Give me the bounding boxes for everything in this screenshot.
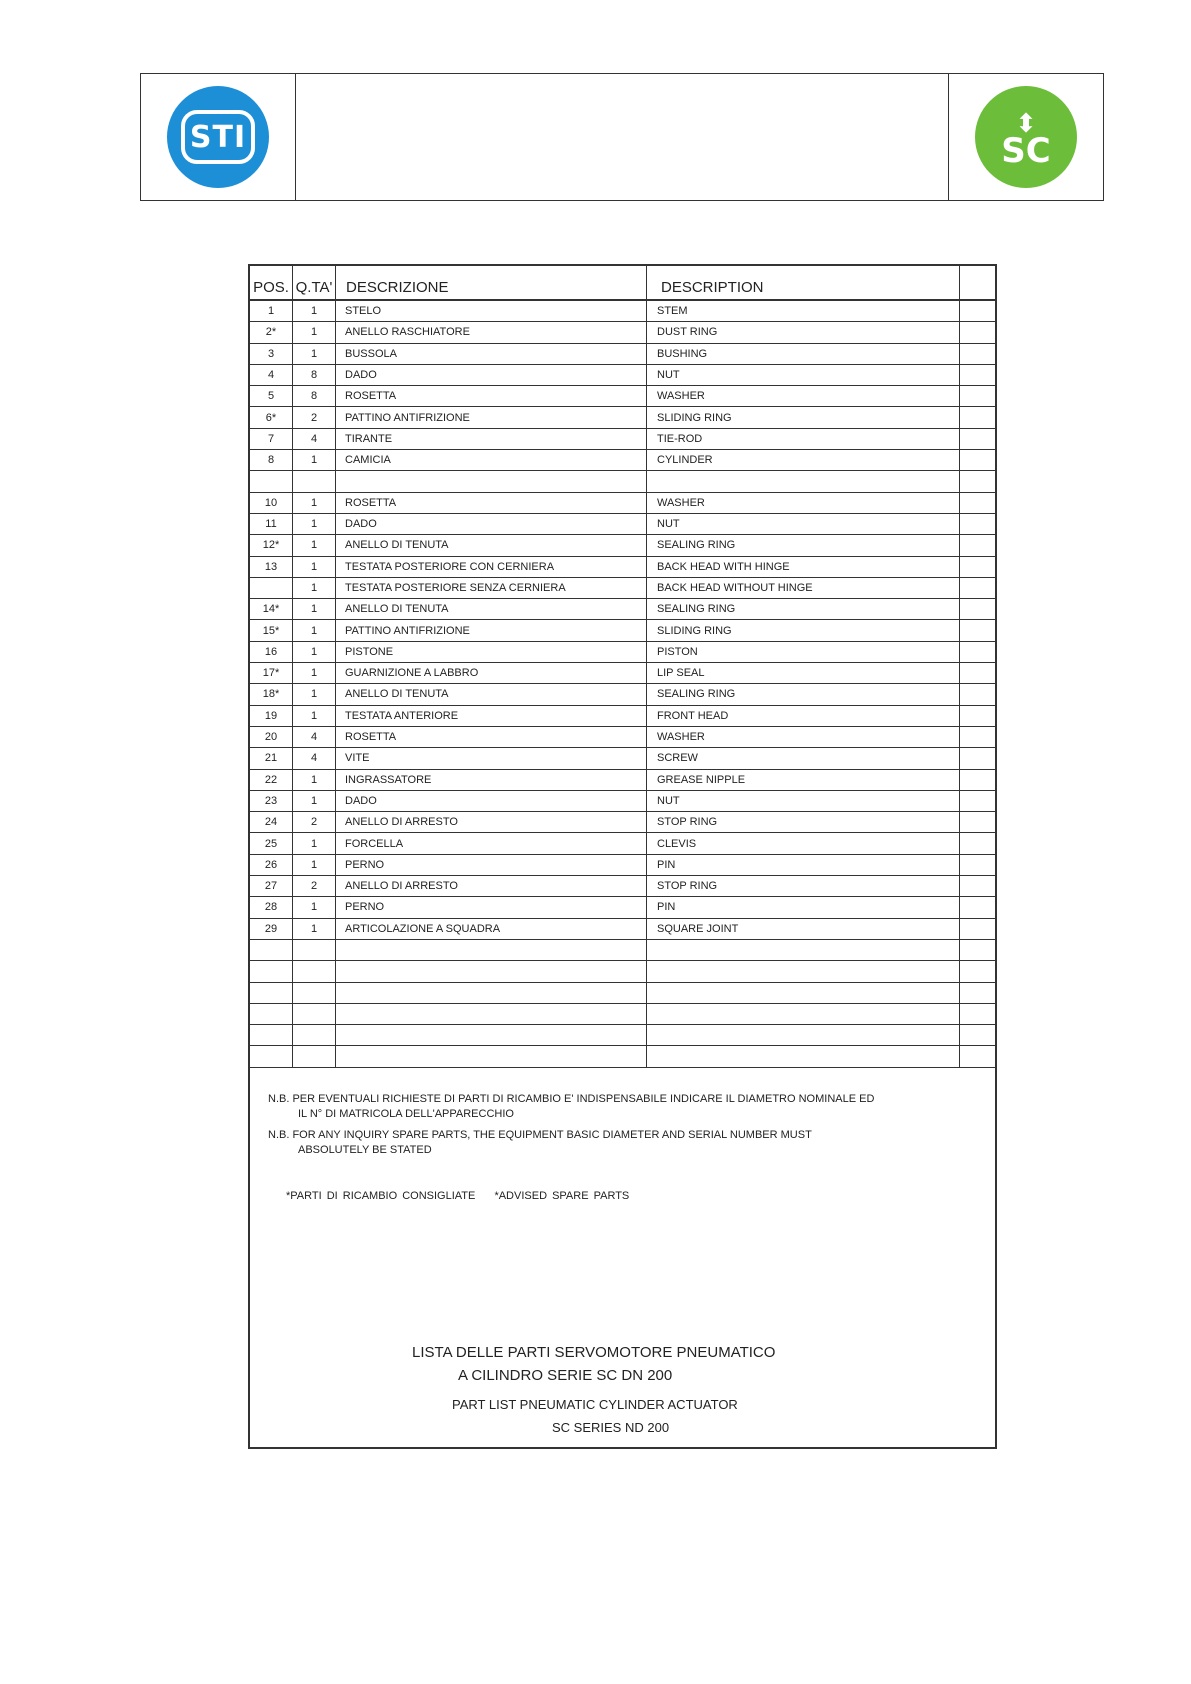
- cell-description: SLIDING RING: [647, 407, 960, 428]
- table-row: [250, 428, 995, 449]
- cell-qta: 1: [293, 300, 336, 322]
- cell-extra: [960, 471, 996, 492]
- cell-extra: [960, 876, 996, 897]
- cell-extra: [960, 897, 996, 918]
- table-row: [250, 620, 995, 641]
- cell-pos: [250, 577, 293, 598]
- cell-pos: [250, 961, 293, 982]
- cell-extra: [960, 450, 996, 471]
- cell-qta: 1: [293, 556, 336, 577]
- cell-descrizione: ANELLO DI TENUTA: [336, 599, 647, 620]
- table-row: [250, 1003, 995, 1024]
- col-header-description: DESCRIPTION: [647, 266, 960, 300]
- spare-parts-it: *PARTI DI RICAMBIO CONSIGLIATE: [286, 1190, 476, 1202]
- table-row: [250, 939, 995, 960]
- cell-pos: [250, 982, 293, 1003]
- cell-qta: 1: [293, 620, 336, 641]
- note-italian: [268, 1092, 874, 1122]
- cell-descrizione: GUARNIZIONE A LABBRO: [336, 663, 647, 684]
- cell-pos: [250, 939, 293, 960]
- cell-descrizione: VITE: [336, 748, 647, 769]
- col-header-qta: Q.TA': [293, 266, 336, 300]
- cell-description: [647, 939, 960, 960]
- cell-description: DUST RING: [647, 322, 960, 343]
- table-row: [250, 556, 995, 577]
- cell-pos: 3: [250, 343, 293, 364]
- cell-description: NUT: [647, 513, 960, 534]
- cell-pos: 6*: [250, 407, 293, 428]
- table-row: [250, 577, 995, 598]
- cell-extra: [960, 663, 996, 684]
- cell-extra: [960, 1046, 996, 1067]
- sti-logo-text: STI: [181, 110, 255, 164]
- cell-description: BACK HEAD WITH HINGE: [647, 556, 960, 577]
- cell-description: [647, 1046, 960, 1067]
- cell-descrizione: STELO: [336, 300, 647, 322]
- table-row: [250, 684, 995, 705]
- cell-extra: [960, 343, 996, 364]
- table-row: [250, 982, 995, 1003]
- cell-qta: 4: [293, 726, 336, 747]
- cell-descrizione: FORCELLA: [336, 833, 647, 854]
- cell-description: WASHER: [647, 492, 960, 513]
- cell-descrizione: [336, 1003, 647, 1024]
- spare-parts-en: *ADVISED SPARE PARTS: [494, 1190, 630, 1202]
- title-it-line2: A CILINDRO SERIE SC DN 200: [458, 1367, 673, 1384]
- table-row: [250, 726, 995, 747]
- cell-extra: [960, 726, 996, 747]
- sti-logo: [167, 86, 269, 188]
- cell-pos: 20: [250, 726, 293, 747]
- sc-logo: [975, 86, 1077, 188]
- cell-descrizione: ANELLO DI ARRESTO: [336, 812, 647, 833]
- cell-description: SQUARE JOINT: [647, 918, 960, 939]
- cell-descrizione: TESTATA POSTERIORE SENZA CERNIERA: [336, 577, 647, 598]
- cell-qta: 2: [293, 407, 336, 428]
- note-en-line2: ABSOLUTELY BE STATED: [298, 1144, 432, 1156]
- cell-qta: 2: [293, 876, 336, 897]
- cell-description: [647, 471, 960, 492]
- cell-description: [647, 961, 960, 982]
- cell-description: LIP SEAL: [647, 663, 960, 684]
- table-row: [250, 450, 995, 471]
- cell-descrizione: PERNO: [336, 854, 647, 875]
- cell-pos: 25: [250, 833, 293, 854]
- cell-extra: [960, 939, 996, 960]
- cell-description: SEALING RING: [647, 599, 960, 620]
- table-row: [250, 663, 995, 684]
- cell-description: CYLINDER: [647, 450, 960, 471]
- cell-extra: [960, 790, 996, 811]
- cell-qta: 1: [293, 790, 336, 811]
- cell-extra: [960, 982, 996, 1003]
- table-row: [250, 812, 995, 833]
- cell-description: STEM: [647, 300, 960, 322]
- notes-block: [268, 1092, 874, 1164]
- cell-descrizione: [336, 939, 647, 960]
- cell-extra: [960, 577, 996, 598]
- cell-descrizione: ROSETTA: [336, 386, 647, 407]
- note-english: [268, 1128, 874, 1158]
- cell-descrizione: TESTATA ANTERIORE: [336, 705, 647, 726]
- sc-logo-text: SC: [1001, 131, 1051, 171]
- table-row: [250, 918, 995, 939]
- cell-qta: [293, 982, 336, 1003]
- cell-pos: 16: [250, 641, 293, 662]
- cell-descrizione: ROSETTA: [336, 492, 647, 513]
- cell-pos: [250, 471, 293, 492]
- cell-descrizione: ANELLO DI TENUTA: [336, 535, 647, 556]
- cell-pos: 29: [250, 918, 293, 939]
- header-logo-cell-right: [949, 74, 1103, 200]
- cell-description: PIN: [647, 854, 960, 875]
- cell-description: SCREW: [647, 748, 960, 769]
- cell-descrizione: [336, 1046, 647, 1067]
- table-row: [250, 1025, 995, 1046]
- cell-pos: 2*: [250, 322, 293, 343]
- cell-extra: [960, 599, 996, 620]
- cell-pos: 19: [250, 705, 293, 726]
- cell-pos: [250, 1025, 293, 1046]
- cell-qta: [293, 1046, 336, 1067]
- cell-descrizione: ROSETTA: [336, 726, 647, 747]
- cell-pos: 10: [250, 492, 293, 513]
- parts-list-frame: [248, 264, 997, 1449]
- table-row: [250, 1046, 995, 1067]
- cell-qta: 1: [293, 513, 336, 534]
- table-row: [250, 535, 995, 556]
- table-row: [250, 876, 995, 897]
- up-down-arrow-icon: ⬍: [1015, 108, 1037, 138]
- cell-qta: 1: [293, 343, 336, 364]
- cell-description: PIN: [647, 897, 960, 918]
- cell-extra: [960, 1025, 996, 1046]
- cell-qta: [293, 1003, 336, 1024]
- cell-pos: [250, 1046, 293, 1067]
- col-header-pos: POS.: [250, 266, 293, 300]
- cell-qta: 1: [293, 599, 336, 620]
- cell-description: [647, 1003, 960, 1024]
- cell-qta: 1: [293, 769, 336, 790]
- cell-descrizione: ANELLO DI ARRESTO: [336, 876, 647, 897]
- cell-pos: 12*: [250, 535, 293, 556]
- cell-descrizione: ANELLO RASCHIATORE: [336, 322, 647, 343]
- cell-pos: 15*: [250, 620, 293, 641]
- cell-descrizione: PERNO: [336, 897, 647, 918]
- cell-description: FRONT HEAD: [647, 705, 960, 726]
- table-row: [250, 471, 995, 492]
- cell-descrizione: PATTINO ANTIFRIZIONE: [336, 407, 647, 428]
- header-logo-cell-left: [141, 74, 296, 200]
- cell-descrizione: [336, 961, 647, 982]
- cell-pos: 1: [250, 300, 293, 322]
- cell-qta: 1: [293, 450, 336, 471]
- cell-extra: [960, 535, 996, 556]
- cell-extra: [960, 1003, 996, 1024]
- cell-pos: [250, 1003, 293, 1024]
- cell-pos: 23: [250, 790, 293, 811]
- table-row: [250, 513, 995, 534]
- title-en-line2: SC SERIES ND 200: [552, 1420, 670, 1435]
- cell-descrizione: [336, 982, 647, 1003]
- cell-extra: [960, 556, 996, 577]
- cell-descrizione: [336, 1025, 647, 1046]
- cell-extra: [960, 407, 996, 428]
- cell-descrizione: DADO: [336, 364, 647, 385]
- cell-pos: 13: [250, 556, 293, 577]
- cell-description: PISTON: [647, 641, 960, 662]
- cell-extra: [960, 748, 996, 769]
- cell-qta: 1: [293, 663, 336, 684]
- table-row: [250, 897, 995, 918]
- cell-qta: 2: [293, 812, 336, 833]
- cell-descrizione: PISTONE: [336, 641, 647, 662]
- cell-extra: [960, 364, 996, 385]
- table-row: [250, 407, 995, 428]
- cell-description: [647, 982, 960, 1003]
- cell-qta: [293, 471, 336, 492]
- cell-pos: 27: [250, 876, 293, 897]
- cell-description: SEALING RING: [647, 684, 960, 705]
- cell-extra: [960, 492, 996, 513]
- cell-extra: [960, 961, 996, 982]
- cell-descrizione: DADO: [336, 513, 647, 534]
- cell-qta: 4: [293, 428, 336, 449]
- table-row: [250, 748, 995, 769]
- table-row: [250, 790, 995, 811]
- col-header-extra: [960, 266, 996, 300]
- cell-extra: [960, 705, 996, 726]
- cell-descrizione: BUSSOLA: [336, 343, 647, 364]
- cell-extra: [960, 812, 996, 833]
- cell-pos: 7: [250, 428, 293, 449]
- cell-description: STOP RING: [647, 876, 960, 897]
- cell-description: CLEVIS: [647, 833, 960, 854]
- cell-descrizione: ARTICOLAZIONE A SQUADRA: [336, 918, 647, 939]
- cell-pos: 28: [250, 897, 293, 918]
- title-it-line1: LISTA DELLE PARTI SERVOMOTORE PNEUMATICO: [412, 1344, 776, 1361]
- table-header-row: [250, 266, 995, 300]
- cell-descrizione: TIRANTE: [336, 428, 647, 449]
- table-row: [250, 300, 995, 322]
- note-it-line2: IL N° DI MATRICOLA DELL'APPARECCHIO: [298, 1108, 514, 1120]
- cell-descrizione: CAMICIA: [336, 450, 647, 471]
- spare-parts-legend: [286, 1190, 643, 1202]
- col-header-descrizione: DESCRIZIONE: [336, 266, 647, 300]
- cell-qta: 1: [293, 833, 336, 854]
- note-en-line1: N.B. FOR ANY INQUIRY SPARE PARTS, THE EQUIPMENT BASIC DIAMETER AND SERIAL NUMBER MUST: [268, 1129, 812, 1141]
- cell-extra: [960, 854, 996, 875]
- cell-extra: [960, 918, 996, 939]
- title-en-line1: PART LIST PNEUMATIC CYLINDER ACTUATOR: [452, 1397, 738, 1412]
- cell-extra: [960, 386, 996, 407]
- cell-descrizione: PATTINO ANTIFRIZIONE: [336, 620, 647, 641]
- cell-qta: 1: [293, 854, 336, 875]
- document-header: [140, 73, 1104, 201]
- cell-descrizione: TESTATA POSTERIORE CON CERNIERA: [336, 556, 647, 577]
- cell-extra: [960, 300, 996, 322]
- parts-table: [250, 266, 995, 1068]
- cell-pos: 8: [250, 450, 293, 471]
- cell-extra: [960, 641, 996, 662]
- cell-descrizione: DADO: [336, 790, 647, 811]
- cell-qta: 1: [293, 322, 336, 343]
- cell-qta: 4: [293, 748, 336, 769]
- cell-description: SLIDING RING: [647, 620, 960, 641]
- cell-extra: [960, 620, 996, 641]
- cell-qta: [293, 1025, 336, 1046]
- cell-descrizione: INGRASSATORE: [336, 769, 647, 790]
- cell-descrizione: ANELLO DI TENUTA: [336, 684, 647, 705]
- cell-pos: 11: [250, 513, 293, 534]
- cell-descrizione: [336, 471, 647, 492]
- cell-extra: [960, 684, 996, 705]
- table-row: [250, 364, 995, 385]
- table-row: [250, 854, 995, 875]
- cell-extra: [960, 769, 996, 790]
- cell-extra: [960, 428, 996, 449]
- cell-pos: 24: [250, 812, 293, 833]
- cell-qta: 1: [293, 897, 336, 918]
- cell-qta: [293, 961, 336, 982]
- cell-qta: 8: [293, 386, 336, 407]
- cell-extra: [960, 322, 996, 343]
- cell-qta: 1: [293, 918, 336, 939]
- cell-description: TIE-ROD: [647, 428, 960, 449]
- cell-description: NUT: [647, 364, 960, 385]
- cell-qta: 1: [293, 492, 336, 513]
- cell-pos: 22: [250, 769, 293, 790]
- table-row: [250, 961, 995, 982]
- cell-qta: [293, 939, 336, 960]
- table-row: [250, 322, 995, 343]
- header-title-cell: [296, 74, 949, 200]
- cell-extra: [960, 833, 996, 854]
- cell-description: NUT: [647, 790, 960, 811]
- cell-description: SEALING RING: [647, 535, 960, 556]
- note-it-line1: N.B. PER EVENTUALI RICHIESTE DI PARTI DI RICAMBIO E' INDISPENSABILE INDICARE IL DIAMETRO NOMINALE ED: [268, 1093, 875, 1105]
- table-row: [250, 833, 995, 854]
- cell-description: BACK HEAD WITHOUT HINGE: [647, 577, 960, 598]
- cell-pos: 5: [250, 386, 293, 407]
- cell-qta: 1: [293, 705, 336, 726]
- cell-qta: 1: [293, 641, 336, 662]
- table-row: [250, 705, 995, 726]
- cell-extra: [960, 513, 996, 534]
- cell-qta: 8: [293, 364, 336, 385]
- cell-qta: 1: [293, 535, 336, 556]
- cell-pos: 18*: [250, 684, 293, 705]
- cell-description: BUSHING: [647, 343, 960, 364]
- table-row: [250, 492, 995, 513]
- cell-description: WASHER: [647, 386, 960, 407]
- cell-pos: 17*: [250, 663, 293, 684]
- cell-description: [647, 1025, 960, 1046]
- table-row: [250, 343, 995, 364]
- table-row: [250, 386, 995, 407]
- cell-pos: 26: [250, 854, 293, 875]
- cell-description: GREASE NIPPLE: [647, 769, 960, 790]
- cell-pos: 21: [250, 748, 293, 769]
- cell-pos: 14*: [250, 599, 293, 620]
- cell-qta: 1: [293, 577, 336, 598]
- cell-qta: 1: [293, 684, 336, 705]
- table-row: [250, 769, 995, 790]
- table-row: [250, 641, 995, 662]
- cell-pos: 4: [250, 364, 293, 385]
- cell-description: WASHER: [647, 726, 960, 747]
- cell-description: STOP RING: [647, 812, 960, 833]
- table-row: [250, 599, 995, 620]
